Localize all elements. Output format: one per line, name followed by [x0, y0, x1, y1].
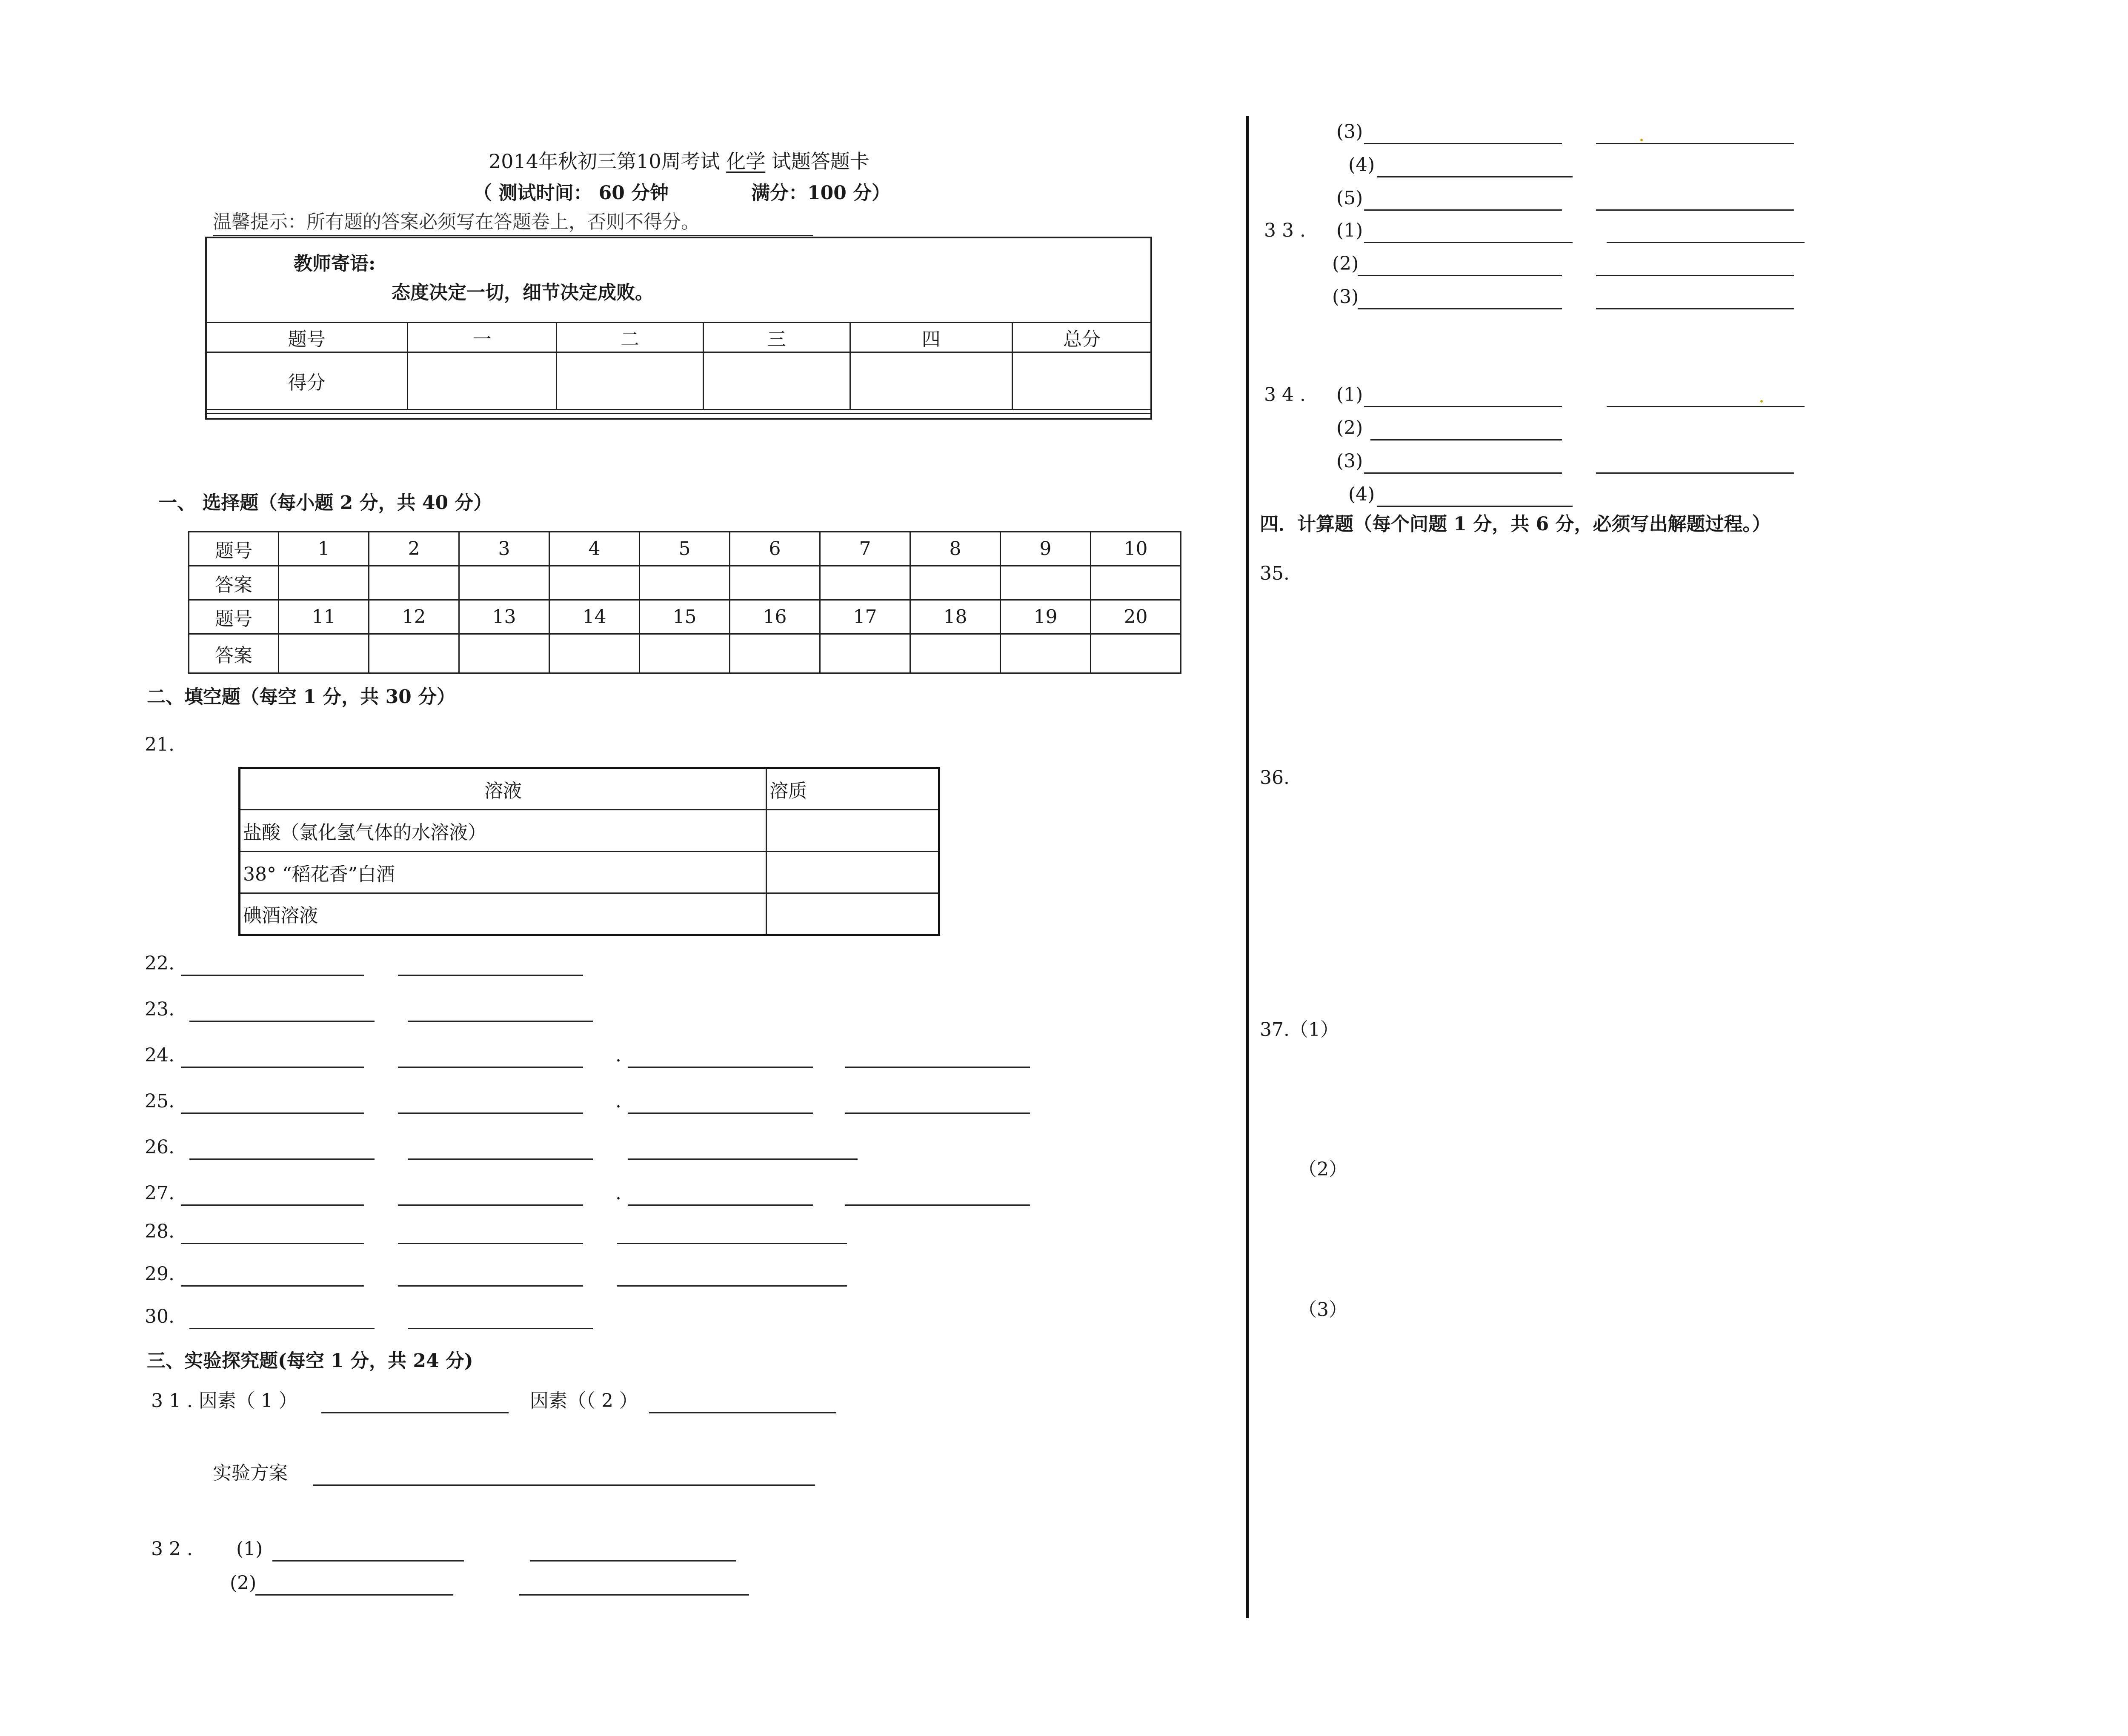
choice-answer-cell[interactable]: [730, 566, 820, 600]
q26-label: 26.: [145, 1136, 174, 1158]
answer-blank[interactable]: [1370, 439, 1562, 440]
choice-number: 11: [279, 600, 369, 634]
q32-item-4: (4): [1348, 154, 1375, 176]
choice-answer-cell[interactable]: [910, 566, 1001, 600]
title-subject: 化学: [726, 150, 766, 173]
score-header-2: 二: [557, 323, 704, 352]
score-cell[interactable]: [557, 352, 704, 410]
score-box-bottom-rule: [205, 413, 1152, 414]
answer-blank[interactable]: [398, 1285, 583, 1287]
answer-blank[interactable]: [255, 1594, 453, 1596]
answer-blank[interactable]: [189, 1158, 375, 1160]
q32-item-2: (2): [230, 1572, 257, 1594]
sol-header-solution: 溶液: [240, 768, 767, 810]
subtitle-score: 满分：100 分）: [751, 182, 891, 204]
choice-number: 12: [369, 600, 459, 634]
q32-label: 3 2 .: [151, 1538, 193, 1560]
sol-header-solute: 溶质: [767, 768, 939, 810]
choice-answer-cell[interactable]: [820, 634, 910, 673]
q24-dot: .: [615, 1044, 621, 1066]
choice-answer-cell[interactable]: [369, 634, 459, 673]
answer-blank[interactable]: [628, 1158, 858, 1160]
q36-label: 36.: [1260, 767, 1290, 789]
answer-blank[interactable]: [1596, 308, 1794, 309]
q28-label: 28.: [145, 1221, 174, 1242]
choice-answer-cell[interactable]: [1091, 566, 1181, 600]
choice-number: 2: [369, 532, 459, 566]
answer-blank[interactable]: [1596, 275, 1794, 276]
answer-blank[interactable]: [1358, 308, 1562, 309]
choice-answer-label: 答案: [189, 634, 279, 673]
choice-answer-cell[interactable]: [369, 566, 459, 600]
answer-blank[interactable]: [181, 975, 364, 976]
answer-blank[interactable]: [181, 1204, 364, 1206]
choice-number: 18: [910, 600, 1001, 634]
q33-label: 3 3 .: [1264, 220, 1306, 241]
score-cell[interactable]: [703, 352, 850, 410]
answer-blank[interactable]: [845, 1113, 1030, 1114]
answer-blank[interactable]: [649, 1412, 836, 1413]
sol-answer-cell[interactable]: [767, 852, 939, 893]
answer-blank[interactable]: [181, 1113, 364, 1114]
q31-factor2-label: 因素（（ 2 ）: [530, 1390, 638, 1412]
choice-number: 4: [549, 532, 640, 566]
choice-number: 15: [640, 600, 730, 634]
q31-plan-label: 实验方案: [213, 1462, 288, 1484]
q27-label: 27.: [145, 1182, 174, 1204]
choice-answer-cell[interactable]: [730, 634, 820, 673]
answer-blank[interactable]: [398, 1113, 583, 1114]
exam-title: [489, 152, 870, 171]
score-header-1: 一: [408, 323, 557, 352]
choice-number: 14: [549, 600, 640, 634]
sol-answer-cell[interactable]: [767, 810, 939, 852]
answer-blank[interactable]: [1364, 242, 1573, 243]
choice-number: 20: [1091, 600, 1181, 634]
section2-title: 二、填空题（每空 1 分，共 30 分）: [147, 686, 456, 708]
q27-dot: .: [615, 1182, 621, 1204]
answer-blank[interactable]: [398, 1204, 583, 1206]
teacher-message: 态度决定一切，细节决定成败。: [392, 282, 654, 303]
teacher-label: 教师寄语:: [294, 253, 376, 275]
choice-number: 19: [1001, 600, 1091, 634]
answer-blank[interactable]: [1364, 406, 1562, 407]
q37-part3-label: （3）: [1298, 1299, 1347, 1321]
sol-answer-cell[interactable]: [767, 893, 939, 935]
q34-item-2: (2): [1336, 417, 1363, 439]
answer-blank[interactable]: [408, 1328, 593, 1329]
q30-label: 30.: [145, 1306, 174, 1327]
answer-blank[interactable]: [845, 1204, 1030, 1206]
answer-blank[interactable]: [1364, 472, 1562, 474]
q37-label: 37.（1）: [1260, 1019, 1339, 1041]
stray-mark: [1640, 139, 1643, 141]
choice-number-label: 题号: [189, 532, 279, 566]
choice-number: 1: [279, 532, 369, 566]
score-row-label: 得分: [206, 352, 408, 410]
q32-item-3: (3): [1336, 121, 1363, 143]
answer-blank[interactable]: [398, 1067, 583, 1068]
choice-number: 7: [820, 532, 910, 566]
q32-item-5: (5): [1336, 187, 1363, 209]
section3-title: 三、实验探究题(每空 1 分，共 24 分): [147, 1350, 473, 1372]
choice-answer-cell[interactable]: [1001, 566, 1091, 600]
answer-blank[interactable]: [1377, 506, 1573, 507]
answer-blank[interactable]: [628, 1113, 813, 1114]
answer-blank[interactable]: [1377, 176, 1573, 177]
choice-answer-cell[interactable]: [549, 566, 640, 600]
answer-blank[interactable]: [628, 1067, 813, 1068]
choice-answer-cell[interactable]: [910, 634, 1001, 673]
q35-label: 35.: [1260, 563, 1290, 584]
score-header-4: 四: [850, 323, 1012, 352]
answer-blank[interactable]: [313, 1484, 815, 1486]
answer-blank[interactable]: [1358, 275, 1562, 276]
choice-number: 6: [730, 532, 820, 566]
choice-answer-cell[interactable]: [640, 566, 730, 600]
q21-label: 21.: [145, 734, 174, 755]
sol-row-name: 碘酒溶液: [240, 893, 767, 935]
q33-item-2: (2): [1332, 253, 1359, 275]
subtitle-time: （ 测试时间： 60 分钟: [473, 182, 669, 204]
answer-blank[interactable]: [398, 975, 583, 976]
choice-number: 10: [1091, 532, 1181, 566]
column-divider: [1246, 116, 1249, 1618]
answer-blank[interactable]: [189, 1328, 375, 1329]
answer-blank[interactable]: [189, 1021, 375, 1022]
section1-title: 一、 选择题（每小题 2 分，共 40 分）: [158, 492, 492, 514]
q34-item-3: (3): [1336, 450, 1363, 472]
score-header-3: 三: [703, 323, 850, 352]
choice-answer-label: 答案: [189, 566, 279, 600]
score-table: [205, 322, 1152, 410]
choice-answer-cell[interactable]: [279, 634, 369, 673]
choice-number: 16: [730, 600, 820, 634]
q31-label: 3 1 . 因素（ 1 ）: [151, 1390, 297, 1412]
q34-label: 3 4 .: [1264, 384, 1306, 406]
answer-blank[interactable]: [1364, 209, 1562, 211]
choice-answer-cell[interactable]: [459, 634, 549, 673]
choice-answer-cell[interactable]: [279, 566, 369, 600]
choice-number: 3: [459, 532, 549, 566]
notice-underline: [213, 235, 813, 236]
choice-answer-cell[interactable]: [820, 566, 910, 600]
section4-title: 四．计算题（每个问题 1 分，共 6 分，必须写出解题过程。）: [1260, 513, 1771, 535]
choice-answer-cell[interactable]: [1001, 634, 1091, 673]
q23-label: 23.: [145, 998, 174, 1020]
notice: 温馨提示：所有题的答案必须写在答题卷上，否则不得分。: [213, 211, 700, 233]
choice-number: 8: [910, 532, 1001, 566]
answer-blank[interactable]: [845, 1067, 1030, 1068]
choice-answer-cell[interactable]: [1091, 634, 1181, 673]
q25-label: 25.: [145, 1090, 174, 1112]
answer-blank[interactable]: [1596, 209, 1794, 211]
score-header-number: 题号: [206, 323, 408, 352]
answer-blank[interactable]: [519, 1594, 749, 1596]
answer-blank[interactable]: [1596, 143, 1794, 144]
q34-item-4: (4): [1348, 483, 1375, 505]
answer-blank[interactable]: [1364, 143, 1562, 144]
answer-blank[interactable]: [408, 1021, 593, 1022]
choice-answer-cell[interactable]: [549, 634, 640, 673]
q37-part2-label: （2）: [1298, 1158, 1347, 1180]
choice-number: 5: [640, 532, 730, 566]
answer-blank[interactable]: [617, 1285, 847, 1287]
answer-blank[interactable]: [321, 1412, 509, 1413]
answer-blank[interactable]: [181, 1285, 364, 1287]
choice-number-label: 题号: [189, 600, 279, 634]
q25-dot: .: [615, 1090, 621, 1112]
answer-blank[interactable]: [1607, 406, 1805, 407]
q22-label: 22.: [145, 952, 174, 974]
answer-blank[interactable]: [1607, 242, 1805, 243]
choice-answer-cell[interactable]: [459, 566, 549, 600]
q29-label: 29.: [145, 1263, 174, 1285]
choice-answer-cell[interactable]: [640, 634, 730, 673]
q32-item-1: (1): [236, 1538, 263, 1560]
choice-table: [188, 531, 1181, 674]
answer-blank[interactable]: [398, 1243, 583, 1244]
answer-blank[interactable]: [617, 1243, 847, 1244]
answer-blank[interactable]: [628, 1204, 813, 1206]
sol-row-name: 38° “稻花香”白酒: [240, 852, 767, 893]
title-suffix: 试题答题卡: [771, 150, 870, 173]
stray-mark: [1760, 400, 1763, 403]
choice-number: 9: [1001, 532, 1091, 566]
answer-blank[interactable]: [181, 1067, 364, 1068]
score-cell[interactable]: [850, 352, 1012, 410]
sol-row-name: 盐酸（氯化氢气体的水溶液）: [240, 810, 767, 852]
q33-item-1: (1): [1336, 220, 1363, 241]
q24-label: 24.: [145, 1044, 174, 1066]
q34-item-1: (1): [1336, 384, 1363, 406]
score-header-total: 总分: [1012, 323, 1151, 352]
solution-table: [238, 767, 940, 936]
score-cell[interactable]: [1012, 352, 1151, 410]
answer-blank[interactable]: [272, 1560, 464, 1562]
score-cell[interactable]: [408, 352, 557, 410]
answer-blank[interactable]: [408, 1158, 593, 1160]
choice-number: 17: [820, 600, 910, 634]
answer-blank[interactable]: [530, 1560, 736, 1562]
answer-blank[interactable]: [181, 1243, 364, 1244]
q33-item-3: (3): [1332, 286, 1359, 308]
title-prefix: 2014年秋初三第10周考试: [489, 150, 720, 173]
answer-blank[interactable]: [1596, 472, 1794, 474]
choice-number: 13: [459, 600, 549, 634]
